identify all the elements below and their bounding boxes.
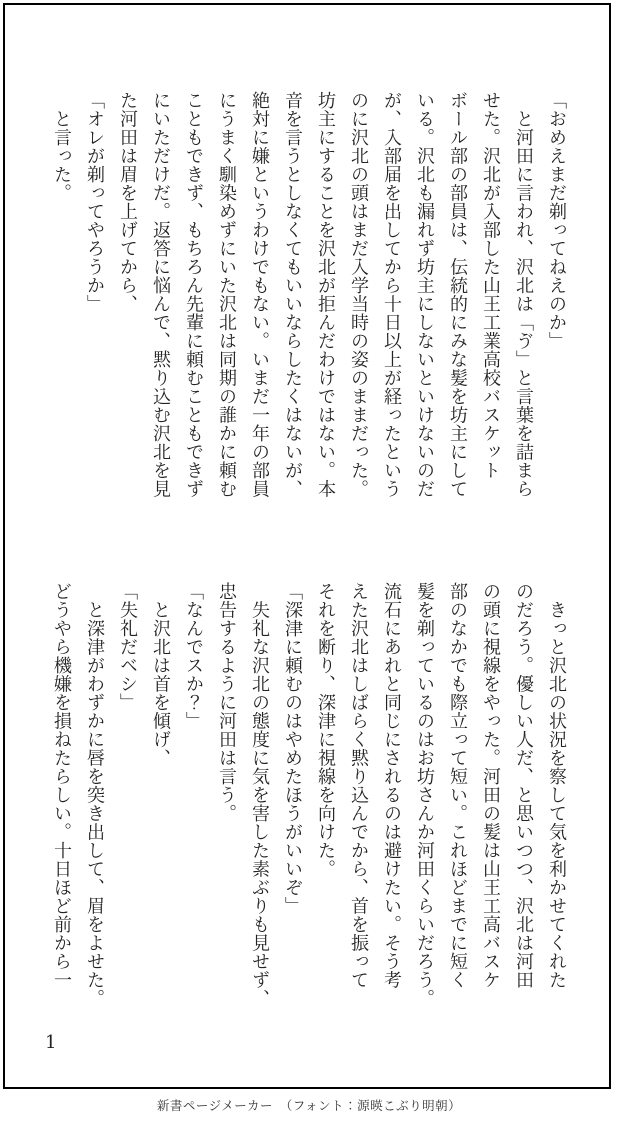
text-line: 「オレが剃ってやろうか」: [84, 91, 105, 313]
text-line: のに沢北の頭はまだ入学当時の姿のままだった。: [348, 91, 369, 498]
text-line: いる。沢北も漏れず坊主にしないといけないのだ: [414, 91, 435, 498]
text-line: えた沢北はしばらく黙り込んでから、首を振って: [348, 582, 369, 989]
text-line: にいただけだ。返答に悩んで、黙り込む沢北を見: [150, 91, 171, 498]
footer-caption: 新書ページメーカー （フォント：源暎こぶり明朝）: [156, 1098, 462, 1113]
text-line: せた。沢北が入部した山王工業高校バスケット: [480, 91, 501, 480]
text-line: 「深津に頼むのはやめたほうがいいぞ」: [282, 582, 303, 915]
text-line: 忠告するように河田は言う。: [216, 582, 237, 823]
page-number: 1: [45, 1032, 57, 1053]
text-line: が、入部届を出してから十日以上が経ったという: [381, 91, 402, 498]
text-line: 流石にあれと同じにされるのは避けたい。そう考: [381, 582, 402, 989]
text-line: と河田に言われ、沢北は「ゔ」と言葉を詰まら: [513, 91, 534, 498]
text-line: た河田は眉を上げてから、: [117, 91, 138, 313]
text-block-bottom: [45, 582, 573, 1008]
text-line: にうまく馴染めずにいた沢北は同期の誰かに頼む: [216, 91, 237, 498]
text-line: の頭に視線をやった。河田の髪は山王工高バスケ: [480, 582, 501, 989]
text-line: と言った。: [51, 91, 72, 202]
text-line: 「失礼だベシ」: [117, 582, 138, 712]
text-line: 失礼な沢北の態度に気を害した素ぶりも見せず、: [249, 582, 270, 1008]
text-line: 髪を剃っているのはお坊さんか河田くらいだろう。: [414, 582, 435, 1008]
text-line: 「おめえまだ剃ってねえのか」: [546, 91, 567, 350]
text-line: 部のなかでも際立って短い。これほどまでに短く: [447, 582, 468, 989]
text-line: きっと沢北の状況を察して気を利かせてくれた: [546, 582, 567, 989]
text-line: 「なんでスか？」: [183, 582, 204, 730]
text-line: と沢北は首を傾げ、: [150, 582, 171, 767]
text-line: ボール部の部員は、伝統的にみな髪を坊主にして: [447, 91, 468, 498]
text-line: のだろう。優しい人だ、と思いつつ、沢北は河田: [513, 582, 534, 989]
text-line: こともできず、もちろん先輩に頼むこともできず: [183, 91, 204, 498]
text-line: 坊主にすることを沢北が拒んだわけではない。本: [315, 91, 336, 498]
text-line: 絶対に嫌というわけでもない。いまだ一年の部員: [249, 91, 270, 498]
text-line: それを断り、深津に視線を向けた。: [315, 582, 336, 878]
text-line: 音を言うとしなくてもいいならしたくはないが、: [282, 91, 303, 498]
text-line: と深津がわずかに唇を突き出して、眉をよせた。: [84, 582, 105, 1008]
text-line: どうやら機嫌を損ねたらしい。十日ほど前から一: [51, 582, 72, 989]
text-block-top: [45, 91, 573, 499]
